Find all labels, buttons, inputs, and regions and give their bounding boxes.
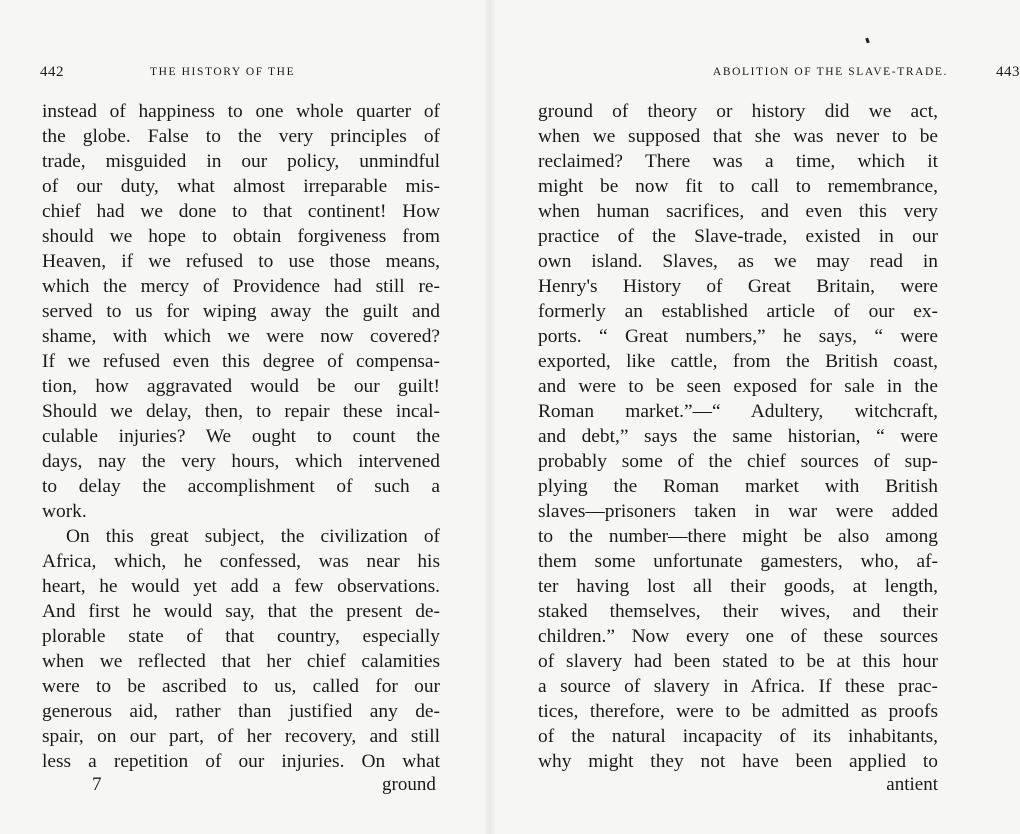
text-line: staked themselves, their wives, and their — [538, 601, 938, 622]
text-line: of slavery had been stated to be at this hour — [538, 651, 938, 672]
text-line: ground of theory or history did we act, — [538, 101, 938, 122]
text-line: reclaimed? There was a time, which it — [538, 151, 938, 172]
right-running-title: ABOLITION OF THE SLAVE-TRADE. — [712, 66, 948, 78]
text-line: why might they not have been applied to — [538, 751, 938, 772]
left-catchword: ground — [382, 774, 436, 795]
text-line: heart, he would yet add a few observations. — [42, 576, 440, 597]
text-line: practice of the Slave-trade, existed in our — [538, 226, 938, 247]
text-line: Africa, which, he confessed, was near his — [42, 551, 440, 572]
text-line: culable injuries? We ought to count the — [42, 426, 440, 447]
text-line: less a repetition of our injuries. On what — [42, 751, 440, 772]
left-page-number: 442 — [40, 64, 64, 80]
text-line: ter having lost all their goods, at length, — [538, 576, 938, 597]
text-line: when human sacrifices, and even this very — [538, 201, 938, 222]
text-line: On this great subject, the civilization of — [66, 526, 440, 547]
left-text-block — [42, 99, 440, 774]
text-line: which the mercy of Providence had still re- — [42, 276, 440, 297]
right-page — [490, 0, 1020, 834]
text-line: exported, like cattle, from the British coast, — [538, 351, 938, 372]
text-line: Heaven, if we refused to use those means, — [42, 251, 440, 272]
text-line: to delay the accomplishment of such a — [42, 476, 440, 497]
text-line: a source of slavery in Africa. If these prac- — [538, 676, 938, 697]
left-page — [0, 0, 490, 834]
text-line: and were to be seen exposed for sale in the — [538, 376, 938, 397]
text-line: tices, therefore, were to be admitted as proofs — [538, 701, 938, 722]
left-running-head — [40, 64, 440, 84]
text-line: plying the Roman market with British — [538, 476, 938, 497]
text-line: work. — [42, 501, 87, 522]
text-line: generous aid, rather than justified any de- — [42, 701, 440, 722]
right-text-block — [538, 99, 938, 774]
right-catchword: antient — [886, 774, 938, 795]
text-line: the globe. False to the very principles of — [42, 126, 440, 147]
text-line: formerly an established article of our ex- — [538, 301, 938, 322]
text-line: tion, how aggravated would be our guilt! — [42, 376, 440, 397]
text-line: Henry's History of Great Britain, were — [538, 276, 938, 297]
signature-mark: 7 — [92, 774, 102, 795]
text-line: ports. “ Great numbers,” he says, “ were — [538, 326, 938, 347]
text-line: of the natural incapacity of its inhabitants, — [538, 726, 938, 747]
text-line: probably some of the chief sources of sup- — [538, 451, 938, 472]
text-line: plorable state of that country, especially — [42, 626, 440, 647]
text-line: spair, on our part, of her recovery, and still — [42, 726, 440, 747]
text-line: of our duty, what almost irreparable mis- — [42, 176, 440, 197]
text-line: when we supposed that she was never to be — [538, 126, 938, 147]
text-line: Should we delay, then, to repair these incal- — [42, 401, 440, 422]
text-line: were to be ascribed to us, called for our — [42, 676, 440, 697]
text-line: to the number—there might be also among — [538, 526, 938, 547]
text-line: slaves—prisoners taken in war were added — [538, 501, 938, 522]
text-line: when we reflected that her chief calamities — [42, 651, 440, 672]
text-line: might be now fit to call to remembrance, — [538, 176, 938, 197]
left-running-title: THE HISTORY OF THE — [150, 66, 296, 78]
text-line: own island. Slaves, as we may read in — [538, 251, 938, 272]
text-line: shame, with which we were now covered? — [42, 326, 440, 347]
right-page-number: 443 — [996, 64, 1020, 80]
right-running-head — [586, 64, 1020, 84]
text-line: days, nay the very hours, which intervened — [42, 451, 440, 472]
text-line: children.” Now every one of these sources — [538, 626, 938, 647]
text-line: Roman market.”—“ Adultery, witchcraft, — [538, 401, 938, 422]
text-line: served to us for wiping away the guilt and — [42, 301, 440, 322]
text-line: chief had we done to that continent! How — [42, 201, 440, 222]
text-line: If we refused even this degree of compensa- — [42, 351, 440, 372]
text-line: and debt,” says the same historian, “ were — [538, 426, 938, 447]
text-line: instead of happiness to one whole quarter of — [42, 101, 440, 122]
text-line: them some unfortunate gamesters, who, af- — [538, 551, 938, 572]
text-line: should we hope to obtain forgiveness from — [42, 226, 440, 247]
text-line: trade, misguided in our policy, unmindful — [42, 151, 440, 172]
text-line: And first he would say, that the present de- — [42, 601, 440, 622]
